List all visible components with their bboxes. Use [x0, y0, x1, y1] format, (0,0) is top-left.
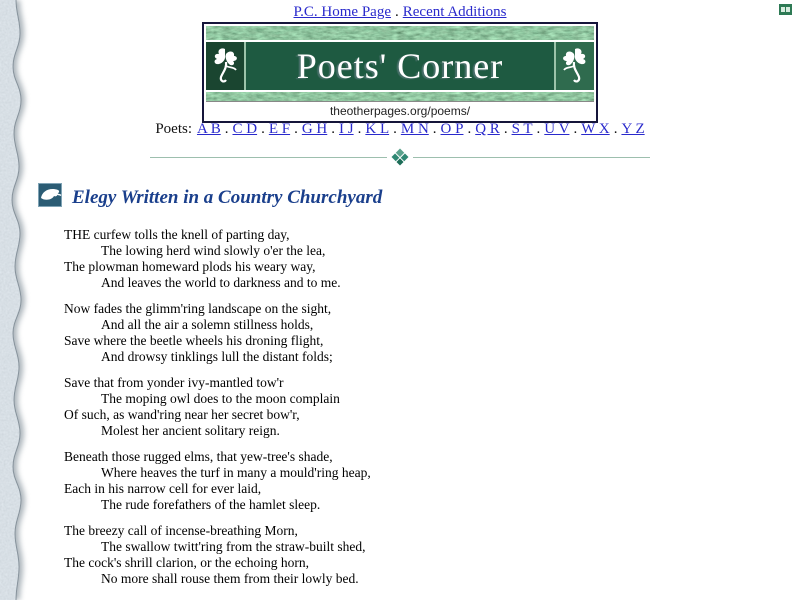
- poets-link-mn[interactable]: M N: [400, 121, 429, 137]
- poets-label: Poets:: [155, 121, 193, 137]
- poem-line: The cock's shrill clarion, or the echoing horn,: [64, 555, 309, 570]
- poets-separator: .: [357, 121, 362, 137]
- poem-line: Save that from yonder ivy-mantled tow'r: [64, 375, 284, 390]
- poem-line: Where heaves the turf in many a mould'ring heap,: [101, 465, 371, 480]
- poets-separator: .: [294, 121, 298, 137]
- poem-line: The breezy call of incense-breathing Morn,: [64, 523, 298, 538]
- poem-line: And drowsy tinklings lull the distant folds;: [101, 349, 333, 364]
- poets-link-op[interactable]: O P: [440, 121, 464, 137]
- poets-alphabet-nav: [0, 121, 800, 138]
- nav-separator: .: [395, 4, 399, 20]
- poets-separator: .: [393, 121, 397, 137]
- poets-link-wx[interactable]: W X: [581, 121, 610, 137]
- poem-line: Molest her ancient solitary reign.: [101, 423, 280, 438]
- poem-line: The lowing herd wind slowly o'er the lea,: [101, 243, 326, 258]
- poem-line: The plowman homeward plods his weary way,: [64, 259, 316, 274]
- banner-title: Poets' Corner: [296, 46, 504, 86]
- poem-line: The rude forefathers of the hamlet sleep.: [101, 497, 321, 512]
- top-nav: [0, 4, 800, 21]
- stanza: [64, 301, 371, 365]
- divider-rule-right: [413, 157, 650, 158]
- poets-link-qr[interactable]: Q R: [475, 121, 500, 137]
- poem-line: And all the air a solemn stillness holds,: [101, 317, 314, 332]
- floral-ornament-right-icon: [556, 42, 594, 90]
- stanza: [64, 227, 371, 291]
- poets-separator: .: [467, 121, 472, 137]
- stanza: [64, 375, 371, 439]
- diamond-icon: [392, 149, 409, 166]
- banner-band: [206, 42, 594, 90]
- poets-separator: .: [331, 121, 336, 137]
- poem-title-row: [38, 183, 382, 209]
- banner-site-url: theotherpages.org/poems/: [206, 101, 594, 119]
- poets-separator: .: [503, 121, 508, 137]
- poem-line: Now fades the glimm'ring landscape on the sight,: [64, 301, 332, 316]
- poets-separator: .: [261, 121, 265, 137]
- leaf-icon: [38, 183, 62, 207]
- poem-line: Save where the beetle wheels his droning flight,: [64, 333, 324, 348]
- recent-additions-link[interactable]: Recent Additions: [402, 4, 507, 20]
- poets-separator: .: [573, 121, 578, 137]
- poem-line: Beneath those rugged elms, that yew-tree's shade,: [64, 449, 333, 464]
- poets-separator: .: [224, 121, 229, 137]
- poets-link-ij[interactable]: I J: [339, 121, 354, 137]
- poem-line: And leaves the world to darkness and to me.: [101, 275, 341, 290]
- poets-link-st[interactable]: S T: [511, 121, 533, 137]
- torn-paper-edge: [0, 0, 42, 600]
- pc-home-link[interactable]: P.C. Home Page: [293, 4, 391, 20]
- marble-texture-bottom: [206, 92, 594, 101]
- poets-separator: .: [432, 121, 437, 137]
- banner-title-band: [244, 42, 556, 90]
- poets-link-kl[interactable]: K L: [365, 121, 390, 137]
- poem-line: The swallow twitt'ring from the straw-built shed,: [101, 539, 366, 554]
- marble-texture-top: [206, 26, 594, 40]
- banner-inner: [206, 26, 594, 119]
- stanza: [64, 523, 371, 587]
- poets-link-ef[interactable]: E F: [268, 121, 291, 137]
- poem-title: Elegy Written in a Country Churchyard: [72, 187, 383, 208]
- poets-link-ab[interactable]: A B: [196, 121, 221, 137]
- poets-link-yz[interactable]: Y Z: [621, 121, 645, 137]
- poem-text: [64, 227, 371, 597]
- poem-line: THE curfew tolls the knell of parting day,: [64, 227, 290, 242]
- poets-link-gh[interactable]: G H: [301, 121, 328, 137]
- section-divider: [150, 150, 650, 164]
- poem-line: Each in his narrow cell for ever laid,: [64, 481, 262, 496]
- divider-rule-left: [150, 157, 387, 158]
- poets-separator: .: [613, 121, 618, 137]
- poets-link-uv[interactable]: U V: [544, 121, 570, 137]
- stanza: [64, 449, 371, 513]
- poets-separator: .: [536, 121, 541, 137]
- poem-line: The moping owl does to the moon complain: [101, 391, 340, 406]
- poem-line: No more shall rouse them from their lowly bed.: [101, 571, 359, 586]
- poets-link-cd[interactable]: C D: [232, 121, 258, 137]
- floral-ornament-left-icon: [206, 42, 244, 90]
- poets-corner-banner[interactable]: [202, 22, 598, 123]
- poem-line: Of such, as wand'ring near her secret bow'r,: [64, 407, 300, 422]
